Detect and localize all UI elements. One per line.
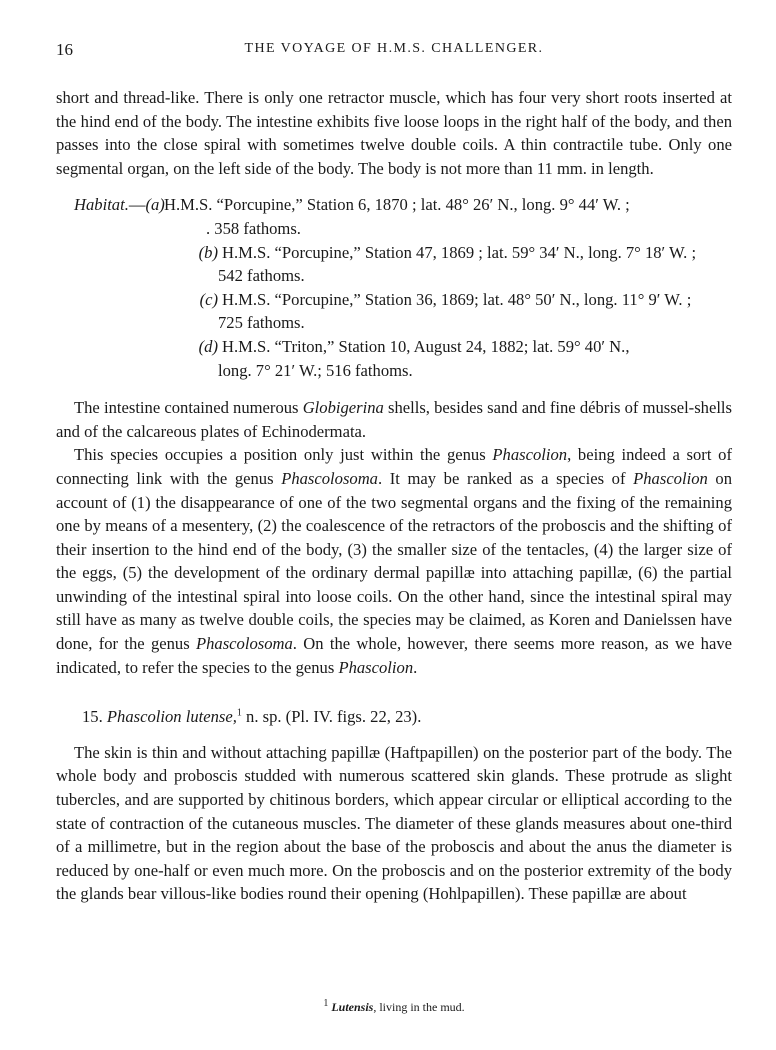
genus-phascolion: Phascolion xyxy=(492,445,568,465)
habitat-key-d: (d) xyxy=(198,336,218,356)
habitat-text-b: H.M.S. “Porcupine,” Station 47, 1869 ; lat. 59° 34′ N., long. 7° 18′ W. ; xyxy=(222,242,697,262)
paragraph-skin: The skin is thin and without attaching papillæ (Haftpapillen) on the posterior part of the body. The whole body and proboscis studded with numerous scattered skin glands. These protrude as slight tubercles, and are supported by chitinous borders, which appear circular or elliptical according to the state of contraction of the cutaneous muscles. The diameter of these glands measures about one-third of a millimetre, but in the region about the base of the proboscis and about the anus the diameter is reduced by one-half or even much more. On the proboscis and on the posterior extremity of the body the glands bear villous-like bodies round their opening (Hohlpapillen). These papillæ are about xyxy=(56,742,732,904)
genus-phascolosoma: Phascolosoma xyxy=(195,634,293,654)
footnote xyxy=(56,1000,732,1015)
genus-phascolion: Phascolion xyxy=(633,468,708,488)
genus-phascolion: Phascolion xyxy=(338,657,414,677)
genus-phascolosoma: Phascolosoma xyxy=(281,468,378,488)
page-number: 16 xyxy=(56,40,73,59)
page-header xyxy=(56,40,732,64)
habitat-label: Habitat. xyxy=(74,195,129,215)
paragraph-intestine: The intestine contained numerous Globigerina shells, besides sand and fine débris of mussel-shells and of the calcareous plates of Echinodermata. xyxy=(56,398,733,441)
genus-globigerina: Globigerina xyxy=(302,398,384,418)
habitat-cont-a: . 358 fathoms. xyxy=(206,218,301,238)
habitat-cont-b: 542 fathoms. xyxy=(218,266,305,286)
habitat-block xyxy=(56,193,732,382)
footnote-word: Lutensis xyxy=(331,1000,374,1014)
habitat-key-a: (a) xyxy=(145,195,165,215)
species-heading xyxy=(56,705,732,729)
page xyxy=(56,40,733,1014)
footnote-text: , living in the mud. xyxy=(373,1000,465,1014)
habitat-cont-c: 725 fathoms. xyxy=(218,313,305,333)
paragraph-classification: This species occupies a position only just within the genus Phascolion, being indeed a sort of connecting link with the genus Phascolosoma. It may be ranked as a species of Phascolion on account of (1) the disappearance of one of the two segmental organs and the fixing of the remaining one by means of a mesentery, (2) the coalescence of the retractors of the proboscis and the shifting of their insertion to the hind end of the body, (3) the smaller size of the tentacles, (4) the larger size of the eggs, (5) the development of the ordinary dermal papillæ into attaching papillæ, (6) the partial unwinding of the intestinal spiral into loose coils. On the other hand, since the intestinal spiral may still have as many as twelve double coils, the species may be claimed, as Koren and Danielssen have done, for the genus Phascolosoma. On the whole, however, there seems more reason, as we have indicated, to refer the species to the genus Phascolion. xyxy=(56,445,733,677)
habitat-text-d: H.M.S. “Triton,” Station 10, August 24, 1882; lat. 59° 40′ N., xyxy=(222,336,630,356)
species-number: 15. xyxy=(82,707,103,727)
habitat-entry-c xyxy=(56,288,732,312)
habitat-dash: — xyxy=(128,195,146,215)
species-name: Phascolion lutense, xyxy=(106,707,237,727)
intro-paragraph: short and thread-like. There is only one retractor muscle, which has four very short roots inserted at the hind end of the body. The intestine exhibits five loose loops in the right half of the body, and then passes into the close spiral with sometimes twelve double coils. A thin contractile tube. Only one segmental organ, on the left side of the body. The body is not more than 11 mm. in length. xyxy=(56,88,732,178)
habitat-cont-d: long. 7° 21′ W.; 516 fathoms. xyxy=(218,360,413,380)
habitat-entry-d xyxy=(56,335,732,359)
footnote-reference[interactable]: 1 xyxy=(236,707,242,719)
footnote-mark: 1 xyxy=(323,998,329,1009)
habitat-text-a: H.M.S. “Porcupine,” Station 6, 1870 ; lat. 48° 26′ N., long. 9° 44′ W. ; xyxy=(164,195,630,215)
habitat-key-c: (c) xyxy=(199,289,218,309)
habitat-entry-b xyxy=(56,241,732,265)
running-head: THE VOYAGE OF H.M.S. CHALLENGER. xyxy=(244,41,544,56)
habitat-key-b: (b) xyxy=(198,242,218,262)
body-text xyxy=(56,86,732,906)
species-reference: n. sp. (Pl. IV. figs. 22, 23). xyxy=(241,707,422,727)
habitat-text-c: H.M.S. “Porcupine,” Station 36, 1869; lat. 48° 50′ N., long. 11° 9′ W. ; xyxy=(222,289,692,309)
habitat-entry-a xyxy=(56,193,732,217)
